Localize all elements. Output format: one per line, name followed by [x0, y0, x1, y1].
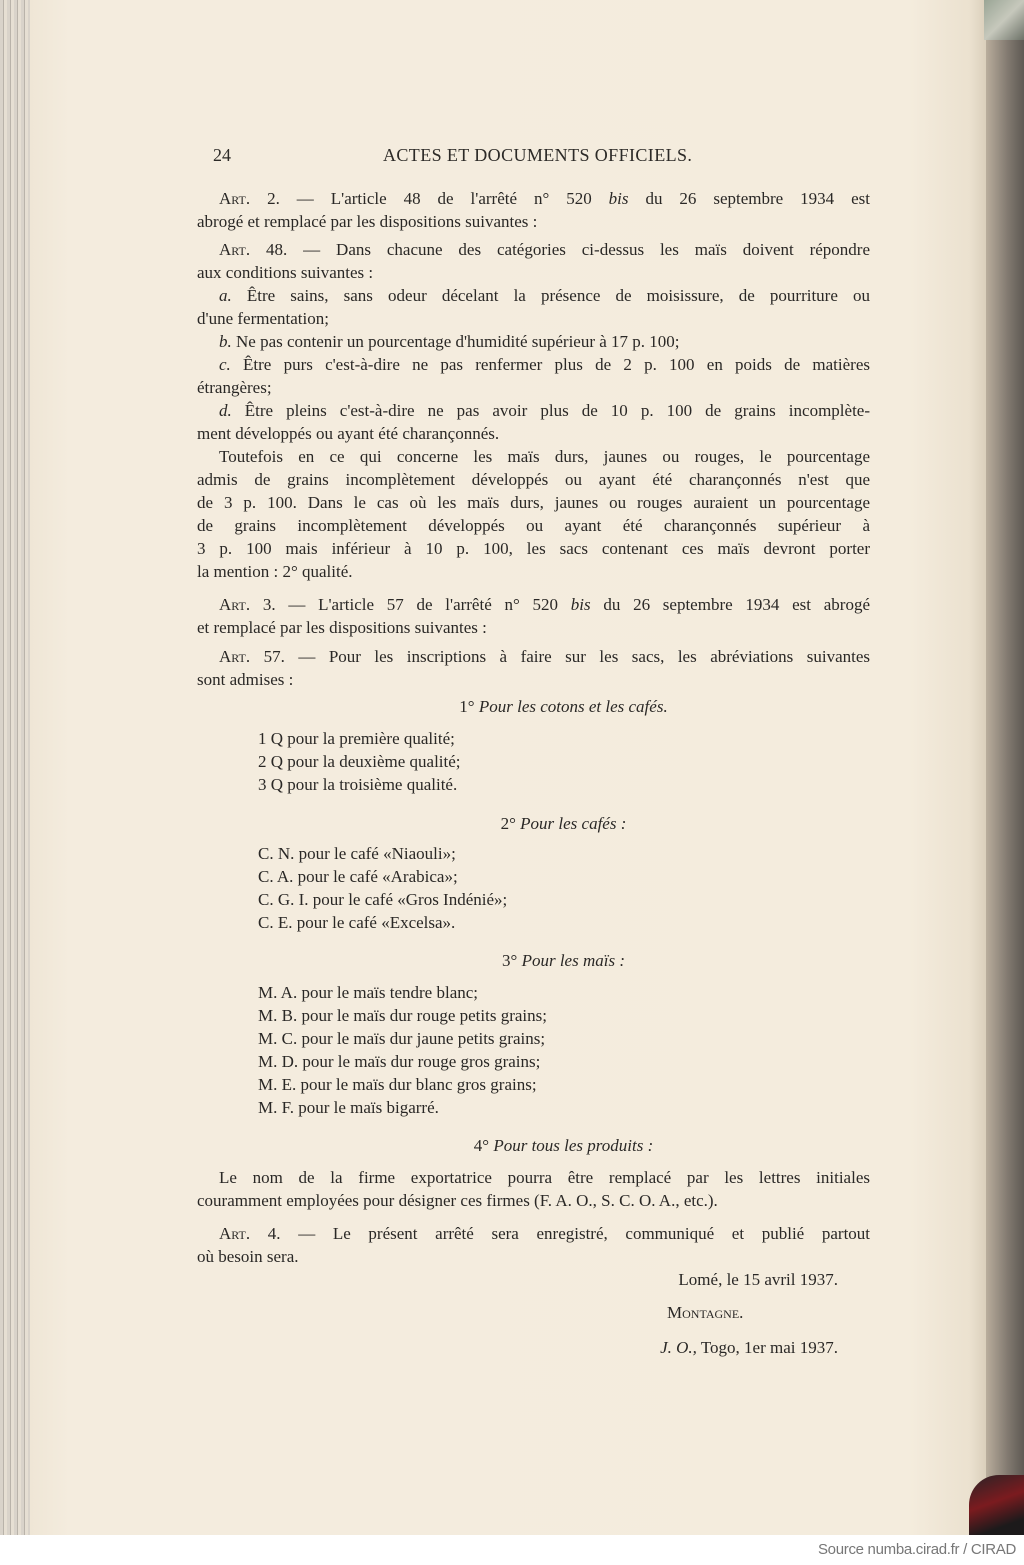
list-item: [197, 750, 870, 773]
text-line: [197, 238, 870, 261]
text-segment: Togo, 1er mai 1937.: [696, 1338, 838, 1357]
text-line: [197, 1166, 870, 1189]
text-line: [197, 645, 870, 668]
text-line: [197, 1134, 870, 1157]
section-heading: [197, 1134, 870, 1157]
text-line: [197, 1189, 870, 1212]
text-segment: de 3 p. 100. Dans le cas où les maïs durs, jaunes ou rouges auraient un pourcentage: [197, 493, 870, 512]
list-item: [197, 727, 870, 750]
text-line: [197, 668, 870, 691]
text-segment: Être sains, sans odeur décelant la présence de moisissure, de pourriture ou: [231, 286, 870, 305]
text-segment: 1 Q pour la première qualité;: [258, 729, 455, 748]
italic-text: bis: [570, 595, 591, 614]
text-segment: M. C. pour le maïs dur jaune petits grains;: [258, 1029, 546, 1048]
text-segment: du 26 septembre 1934 est: [628, 189, 871, 208]
text-segment: 3 p. 100 mais inférieur à 10 p. 100, les sacs contenant ces maïs devront porter: [197, 539, 870, 558]
text-segment: Être pleins c'est-à-dire ne pas avoir plus de 10 p. 100 de grains incomplète-: [231, 401, 870, 420]
text-line: [197, 560, 870, 583]
text-segment: — L'article 48 de l'arrêté n° 520: [279, 189, 609, 208]
text-segment: 2°: [500, 814, 521, 833]
section-heading: [197, 695, 870, 718]
list-item: [197, 842, 870, 865]
small-caps-text: Art. 3.: [219, 595, 276, 614]
text-segment: 2 Q pour la deuxième qualité;: [258, 752, 461, 771]
text-line: [197, 1336, 870, 1359]
text-line: [197, 353, 870, 376]
text-segment: Le nom de la firme exportatrice pourra être remplacé par les lettres initiales: [219, 1168, 870, 1187]
text-segment: du 26 septembre 1934 est abrogé: [590, 595, 871, 614]
text-segment: étrangères;: [197, 378, 272, 397]
list-item: [197, 1027, 870, 1050]
text-segment: couramment employées pour désigner ces firmes (F. A. O., S. C. O. A., etc.).: [197, 1191, 718, 1210]
list-item: [197, 981, 870, 1004]
section-heading: [197, 812, 870, 835]
text-line: [197, 949, 870, 972]
text-line: [197, 399, 870, 422]
text-segment: de grains incomplètement développés ou ayant été charançonnés supérieur à: [197, 516, 870, 535]
text-line: [197, 514, 870, 537]
text-segment: la mention : 2° qualité.: [197, 562, 353, 581]
text-line: [197, 1245, 870, 1268]
text-segment: Ne pas contenir un pourcentage d'humidité supérieur à 17 p. 100;: [231, 332, 680, 351]
text-line: [197, 187, 870, 210]
list-item: [197, 773, 870, 796]
text-segment: ment développés ou ayant été charançonnés.: [197, 424, 500, 443]
paragraph: [197, 645, 870, 691]
text-segment: 4°: [473, 1136, 494, 1155]
text-segment: C. A. pour le café «Arabica»;: [258, 867, 458, 886]
book-binding: [986, 0, 1024, 1535]
italic-text: Pour les cotons et les cafés.: [478, 697, 668, 716]
small-caps-text: Montagne.: [667, 1303, 744, 1322]
signature-line: [197, 1301, 870, 1324]
small-caps-text: Art. 48.: [219, 240, 288, 259]
small-caps-text: Art. 4.: [219, 1224, 281, 1243]
text-segment: 3°: [502, 951, 522, 970]
italic-text: Pour les maïs :: [521, 951, 625, 970]
text-line: [197, 593, 870, 616]
text-segment: M. F. pour le maïs bigarré.: [258, 1098, 439, 1117]
text-segment: M. E. pour le maïs dur blanc gros grains;: [258, 1075, 537, 1094]
text-segment: sont admises :: [197, 670, 294, 689]
text-segment: aux conditions suivantes :: [197, 263, 374, 282]
text-segment: abrogé et remplacé par les dispositions suivantes :: [197, 212, 538, 231]
list-item: [197, 1050, 870, 1073]
text-line: [197, 616, 870, 639]
text-line: [197, 422, 870, 445]
text-segment: 1°: [459, 697, 479, 716]
text-line: [197, 210, 870, 233]
text-segment: C. E. pour le café «Excelsa».: [258, 913, 456, 932]
italic-text: c.: [219, 355, 231, 374]
text-line: [197, 307, 870, 330]
abbreviation-list: [197, 981, 870, 1119]
text-segment: — Pour les inscriptions à faire sur les sacs, les abréviations suivantes: [284, 647, 871, 666]
italic-text: b.: [219, 332, 232, 351]
text-segment: 3 Q pour la troisième qualité.: [258, 775, 458, 794]
text-segment: M. D. pour le maïs dur rouge gros grains;: [258, 1052, 541, 1071]
text-line: [197, 491, 870, 514]
paragraph: [197, 238, 870, 284]
text-segment: Être purs c'est-à-dire ne pas renfermer plus de 2 p. 100 en poids de matières: [230, 355, 870, 374]
text-segment: Lomé, le 15 avril 1937.: [678, 1270, 838, 1289]
cloth-corner-top: [984, 0, 1024, 40]
small-caps-text: Art. 2.: [219, 189, 280, 208]
running-title: ACTES ET DOCUMENTS OFFICIELS.: [383, 145, 693, 165]
text-line: [197, 695, 870, 718]
text-segment: Toutefois en ce qui concerne les maïs durs, jaunes ou rouges, le pourcentage: [219, 447, 870, 466]
text-segment: C. N. pour le café «Niaouli»;: [258, 844, 456, 863]
text-segment: admis de grains incomplètement développés ou ayant été charançonnés n'est que: [197, 470, 870, 489]
text-line: [197, 376, 870, 399]
abbreviation-list: [197, 727, 870, 796]
list-item: [197, 911, 870, 934]
paragraph: [197, 187, 870, 233]
running-header: [213, 145, 873, 169]
signature-line: [197, 1268, 870, 1291]
list-item: [197, 1073, 870, 1096]
source-credit: Source numba.cirad.fr / CIRAD: [817, 1541, 1016, 1558]
text-segment: — L'article 57 de l'arrêté n° 520: [275, 595, 571, 614]
text-line: [197, 537, 870, 560]
italic-text: d.: [219, 401, 232, 420]
text-line: [197, 1301, 870, 1324]
small-caps-text: Art. 57.: [219, 647, 285, 666]
italic-text: bis: [608, 189, 629, 208]
list-item: [197, 888, 870, 911]
abbreviation-list: [197, 842, 870, 934]
text-line: [197, 812, 870, 835]
cloth-corner-bottom: [969, 1475, 1024, 1535]
list-item: [197, 1004, 870, 1027]
italic-text: a.: [219, 286, 232, 305]
signature-line: [197, 1336, 870, 1359]
text-segment: C. G. I. pour le café «Gros Indénié»;: [258, 890, 508, 909]
text-line: [197, 284, 870, 307]
list-item: [197, 865, 870, 888]
text-line: [197, 468, 870, 491]
italic-text: J. O.,: [660, 1338, 697, 1357]
italic-text: Pour les cafés :: [520, 814, 627, 833]
text-segment: — Dans chacune des catégories ci-dessus les maïs doivent répondre: [287, 240, 871, 259]
italic-text: Pour tous les produits :: [493, 1136, 654, 1155]
text-line: [197, 445, 870, 468]
page-number: 24: [213, 145, 231, 165]
paragraph: [197, 593, 870, 639]
text-segment: où besoin sera.: [197, 1247, 299, 1266]
text-line: [197, 1268, 870, 1291]
text-segment: d'une fermentation;: [197, 309, 329, 328]
text-segment: et remplacé par les dispositions suivantes :: [197, 618, 487, 637]
text-segment: M. A. pour le maïs tendre blanc;: [258, 983, 479, 1002]
text-line: [197, 261, 870, 284]
document-body: [197, 187, 870, 1359]
text-line: [197, 330, 870, 353]
paragraph: [197, 1222, 870, 1268]
paragraph: [197, 284, 870, 583]
section-heading: [197, 949, 870, 972]
text-segment: M. B. pour le maïs dur rouge petits grains;: [258, 1006, 547, 1025]
text-segment: — Le présent arrêté sera enregistré, communiqué et publié partout: [280, 1224, 871, 1243]
text-line: [197, 1222, 870, 1245]
list-item: [197, 1096, 870, 1119]
paragraph: [197, 1166, 870, 1212]
